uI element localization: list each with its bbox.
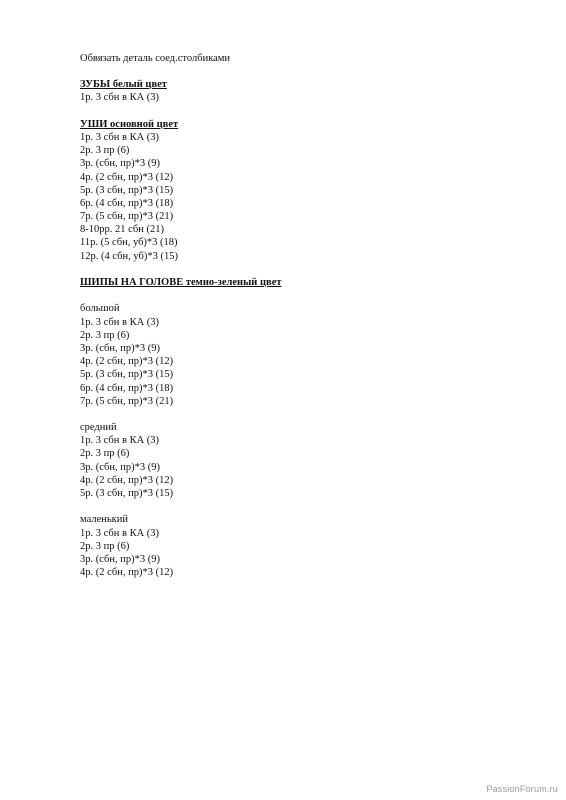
spikes-medium-row: 2р. 3 пр (6) <box>80 448 130 460</box>
ears-row: 7р. (5 сбн, пр)*3 (21) <box>80 211 174 223</box>
teeth-heading: ЗУБЫ белый цвет <box>80 79 167 91</box>
ears-row: 11р. (5 сбн, уб)*3 (18) <box>80 237 178 249</box>
spikes-medium-label: средний <box>80 422 117 434</box>
ears-row: 5р. (3 сбн, пр)*3 (15) <box>80 184 174 196</box>
watermark: PassionForum.ru <box>486 784 558 794</box>
spikes-small-row: 4р. (2 сбн, пр)*3 (12) <box>80 567 174 579</box>
spikes-large-row: 2р. 3 пр (6) <box>80 329 130 341</box>
ears-row: 12р. (4 сбн, уб)*3 (15) <box>80 250 178 262</box>
spikes-small-row: 3р. (сбн, пр)*3 (9) <box>80 553 160 565</box>
spikes-medium-row: 4р. (2 сбн, пр)*3 (12) <box>80 474 174 486</box>
spikes-large-row: 3р. (сбн, пр)*3 (9) <box>80 342 160 354</box>
spikes-large-row: 6р. (4 сбн, пр)*3 (18) <box>80 382 174 394</box>
document-page <box>80 52 540 579</box>
spikes-small-label: маленький <box>80 514 128 526</box>
spikes-medium-row: 1р. 3 сбн в КА (3) <box>80 435 160 447</box>
spikes-large-row: 1р. 3 сбн в КА (3) <box>80 316 160 328</box>
spikes-medium-row: 3р. (сбн, пр)*3 (9) <box>80 461 160 473</box>
teeth-row: 1р. 3 сбн в КА (3) <box>80 92 160 104</box>
ears-heading: УШИ основной цвет <box>80 118 179 130</box>
spikes-small-row: 2р. 3 пр (6) <box>80 540 130 552</box>
ears-row: 2р. 3 пр (6) <box>80 145 130 157</box>
spikes-large-row: 7р. (5 сбн, пр)*3 (21) <box>80 395 174 407</box>
intro-text: Обвязать деталь соед.столбиками <box>80 53 231 64</box>
spikes-large-row: 4р. (2 сбн, пр)*3 (12) <box>80 356 174 368</box>
ears-row: 1р. 3 сбн в КА (3) <box>80 131 160 143</box>
spikes-large-label: большой <box>80 303 120 315</box>
ears-row: 8-10рр. 21 сбн (21) <box>80 224 164 236</box>
ears-row: 6р. (4 сбн, пр)*3 (18) <box>80 197 174 209</box>
ears-row: 3р. (сбн, пр)*3 (9) <box>80 158 160 170</box>
spikes-heading: ШИПЫ НА ГОЛОВЕ темно-зеленый цвет <box>80 277 282 288</box>
spikes-small-row: 1р. 3 сбн в КА (3) <box>80 527 160 539</box>
ears-row: 4р. (2 сбн, пр)*3 (12) <box>80 171 174 183</box>
spikes-large-row: 5р. (3 сбн, пр)*3 (15) <box>80 369 174 381</box>
spikes-medium-row: 5р. (3 сбн, пр)*3 (15) <box>80 488 174 499</box>
